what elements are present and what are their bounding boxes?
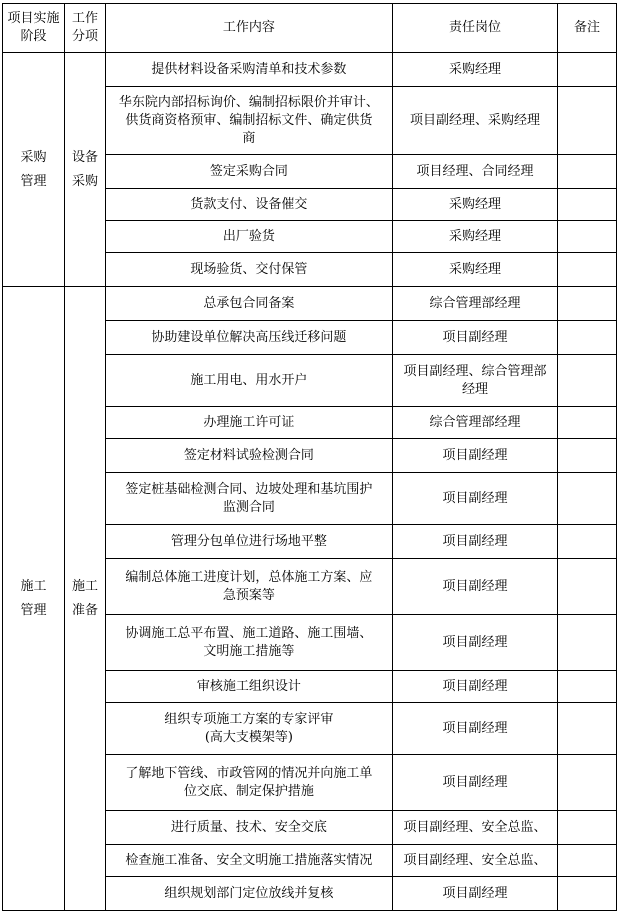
role-cell: 项目副经理、综合管理部 经理 <box>392 355 557 407</box>
role-cell: 项目经理、合同经理 <box>392 155 557 189</box>
role-cell: 综合管理部经理 <box>392 287 557 321</box>
note-cell <box>557 355 616 407</box>
content-cell: 协调施工总平布置、施工道路、施工围墙、 文明施工措施等 <box>105 615 392 671</box>
role-cell: 项目副经理 <box>392 615 557 671</box>
role-cell: 项目副经理 <box>392 671 557 703</box>
content-cell: 货款支付、设备催交 <box>105 189 392 221</box>
content-cell: 检查施工准备、安全文明施工措施落实情况 <box>105 845 392 877</box>
group-label-line: 采购 <box>71 173 98 189</box>
note-cell <box>557 525 616 559</box>
role-cell: 综合管理部经理 <box>392 407 557 439</box>
note-cell <box>557 703 616 755</box>
work-responsibility-table <box>2 3 617 911</box>
group-cell <box>65 53 106 287</box>
content-cell: 办理施工许可证 <box>105 407 392 439</box>
stage-cell <box>3 287 65 911</box>
note-cell <box>557 755 616 811</box>
content-cell: 提供材料设备采购清单和技术参数 <box>105 53 392 87</box>
note-cell <box>557 473 616 525</box>
role-cell: 项目副经理、安全总监、 <box>392 845 557 877</box>
content-cell: 组织规划部门定位放线并复核 <box>105 877 392 911</box>
note-cell <box>557 845 616 877</box>
note-cell <box>557 671 616 703</box>
content-cell: 华东院内部招标询价、编制招标限价并审计、 供货商资格预审、编制招标文件、确定供货 商 <box>105 87 392 155</box>
stage-label-line: 管理 <box>20 602 47 618</box>
content-cell: 签定采购合同 <box>105 155 392 189</box>
role-cell: 采购经理 <box>392 53 557 87</box>
note-cell <box>557 559 616 615</box>
role-cell: 项目副经理 <box>392 525 557 559</box>
header-group: 工作 分项 <box>65 4 106 53</box>
note-cell <box>557 287 616 321</box>
note-cell <box>557 615 616 671</box>
content-cell: 协助建设单位解决高压线迁移问题 <box>105 321 392 355</box>
header-row <box>3 4 617 53</box>
content-cell: 施工用电、用水开户 <box>105 355 392 407</box>
group-label-line: 设备 <box>71 149 98 165</box>
role-cell: 采购经理 <box>392 189 557 221</box>
content-cell: 编制总体施工进度计划，总体施工方案、应 急预案等 <box>105 559 392 615</box>
role-cell: 项目副经理 <box>392 473 557 525</box>
note-cell <box>557 87 616 155</box>
note-cell <box>557 811 616 845</box>
table-row <box>3 287 617 321</box>
note-cell <box>557 221 616 253</box>
role-cell: 项目副经理、采购经理 <box>392 87 557 155</box>
table-body <box>3 53 617 911</box>
role-cell: 项目副经理 <box>392 439 557 473</box>
role-cell: 项目副经理 <box>392 703 557 755</box>
header-note: 备注 <box>557 4 616 53</box>
role-cell: 项目副经理 <box>392 321 557 355</box>
group-cell <box>65 287 106 911</box>
table-row <box>3 53 617 87</box>
stage-label-line: 施工 <box>20 578 47 594</box>
stage-label-line: 采购 <box>20 149 47 165</box>
header-role: 责任岗位 <box>392 4 557 53</box>
content-cell: 审核施工组织设计 <box>105 671 392 703</box>
stage-cell <box>3 53 65 287</box>
content-cell: 签定桩基础检测合同、边坡处理和基坑围护 监测合同 <box>105 473 392 525</box>
content-cell: 签定材料试验检测合同 <box>105 439 392 473</box>
note-cell <box>557 189 616 221</box>
stage-label-line: 管理 <box>20 173 47 189</box>
group-label-line: 施工 <box>71 578 98 594</box>
role-cell: 项目副经理 <box>392 559 557 615</box>
note-cell <box>557 877 616 911</box>
content-cell: 现场验货、交付保管 <box>105 253 392 287</box>
note-cell <box>557 439 616 473</box>
header-content: 工作内容 <box>105 4 392 53</box>
content-cell: 了解地下管线、市政管网的情况并向施工单 位交底、制定保护措施 <box>105 755 392 811</box>
note-cell <box>557 321 616 355</box>
content-cell: 组织专项施工方案的专家评审 (高大支模架等) <box>105 703 392 755</box>
group-label-line: 准备 <box>71 602 98 618</box>
role-cell: 采购经理 <box>392 221 557 253</box>
content-cell: 进行质量、技术、安全交底 <box>105 811 392 845</box>
content-cell: 出厂验货 <box>105 221 392 253</box>
content-cell: 总承包合同备案 <box>105 287 392 321</box>
note-cell <box>557 53 616 87</box>
role-cell: 采购经理 <box>392 253 557 287</box>
header-stage: 项目实施 阶段 <box>3 4 65 53</box>
content-cell: 管理分包单位进行场地平整 <box>105 525 392 559</box>
role-cell: 项目副经理 <box>392 877 557 911</box>
note-cell <box>557 155 616 189</box>
note-cell <box>557 253 616 287</box>
role-cell: 项目副经理、安全总监、 <box>392 811 557 845</box>
note-cell <box>557 407 616 439</box>
role-cell: 项目副经理 <box>392 755 557 811</box>
